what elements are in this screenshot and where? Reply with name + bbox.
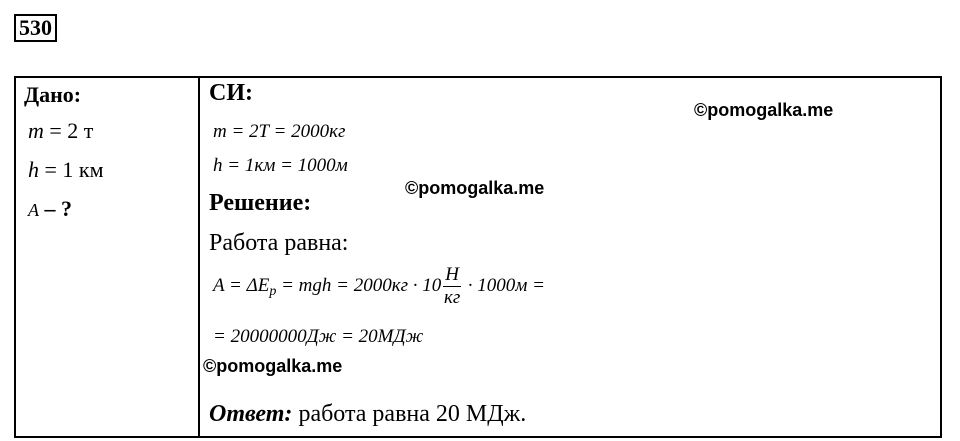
solution-formula-line2: = 20000000Дж = 20МДж bbox=[213, 326, 424, 347]
fraction-numerator: Н bbox=[445, 264, 459, 285]
problem-number: 530 bbox=[14, 14, 57, 42]
column-divider bbox=[198, 76, 200, 438]
solution-formula-line1 bbox=[213, 264, 545, 309]
solution-header: Решение: bbox=[209, 190, 312, 216]
given-mass-var: m bbox=[28, 118, 44, 143]
solution-table bbox=[14, 76, 942, 438]
given-height-var: h bbox=[28, 157, 39, 182]
formula-subscript: p bbox=[269, 283, 277, 299]
formula-fraction bbox=[443, 264, 461, 309]
given-mass-value: = 2 т bbox=[43, 118, 94, 143]
answer-line bbox=[209, 401, 526, 428]
si-mass-line: m = 2T = 2000кг bbox=[213, 121, 346, 142]
formula-part3: · 1000м = bbox=[463, 274, 545, 296]
given-height bbox=[28, 157, 104, 183]
si-header: СИ: bbox=[209, 80, 253, 106]
fraction-denominator: кг bbox=[443, 287, 461, 308]
si-height-line: h = 1км = 1000м bbox=[213, 155, 348, 176]
given-header: Дано: bbox=[24, 82, 82, 107]
given-unknown bbox=[28, 196, 72, 222]
given-unknown-var: A bbox=[28, 200, 39, 220]
formula-part1: A = ΔE bbox=[213, 274, 270, 296]
formula-part2: = mgh = 2000кг · 10 bbox=[276, 274, 442, 296]
watermark-top-right: ©pomogalka.me bbox=[694, 100, 834, 120]
given-unknown-query: – ? bbox=[39, 196, 72, 221]
watermark-middle: ©pomogalka.me bbox=[405, 178, 545, 198]
answer-text: работа равна 20 МДж. bbox=[292, 401, 527, 427]
watermark-bottom: ©pomogalka.me bbox=[203, 356, 343, 376]
given-mass bbox=[28, 118, 93, 144]
answer-label: Ответ: bbox=[209, 401, 293, 427]
given-height-value: = 1 км bbox=[39, 157, 104, 182]
solution-intro: Работа равна: bbox=[209, 230, 349, 256]
